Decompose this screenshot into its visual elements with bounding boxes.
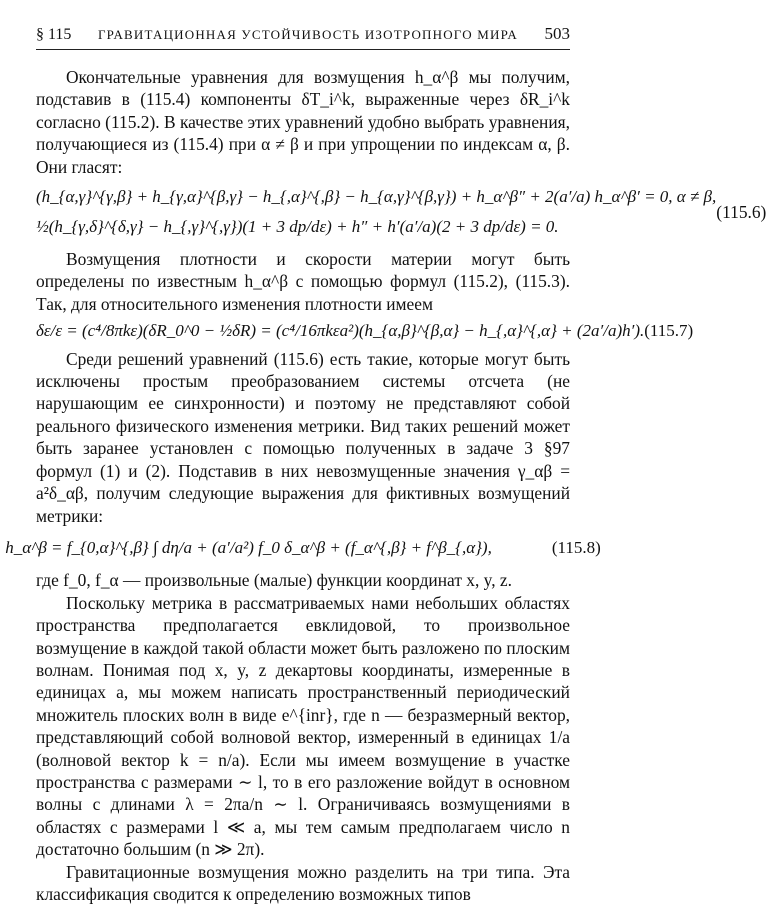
paragraph-2: Возмущения плотности и скорости материи могут быть определены по известным h_α^β с помощью формул (115.2), (115.3). Так, для относительного изменения плотности имеем: [36, 249, 570, 314]
equation-number-115-6: (115.6): [716, 201, 766, 222]
paragraph-4: где f_0, f_α — произвольные (малые) функции координат x, y, z.: [36, 570, 512, 591]
running-header: [36, 0, 570, 50]
paragraph-3: Среди решений уравнений (115.6) есть такие, которые могут быть исключены простым преобразованием системы отсчета (не нарушающим ее синхронности) и поэтому не представляют собой реального физического изменения метрики. Вид таких решений может быть заранее установлен с помощью полученных в задаче 3 §97 формул (1) и (2). Подставив в них невозмущенные значения γ_αβ = a²δ_αβ, получим следующие выражения для фиктивных возмущений метрики:: [36, 348, 570, 526]
running-title: ГРАВИТАЦИОННАЯ УСТОЙЧИВОСТЬ ИЗОТРОПНОГО МИРА: [97, 27, 518, 42]
equation-number-115-8: (115.8): [551, 537, 601, 557]
equation-115-7: [36, 320, 694, 342]
equation-115-8: [5, 537, 601, 559]
equation-115-8-body: h_α^β = f_{0,α}^{,β} ∫ dη/a + (a′/a²) f_0 δ_α^β + (f_α^{,β} + f^β_{,α}),: [5, 537, 492, 557]
equation-115-7-body: δε/ε = (c⁴/8πkε)(δR_0^0 − ½δR) = (c⁴/16πkεa²)(h_{α,β}^{β,α} − h_{,α}^{,α} + (2a′/a)h′).: [36, 321, 645, 341]
paragraph-5: Поскольку метрика в рассматриваемых нами небольших областях пространства предполагается евклидовой, то произвольное возмущение в каждой такой области может быть разложено по плоским волнам. Понимая под x, y, z декартовы координаты, измеренные в единицах a, мы можем написать пространственный периодический множитель плоских волн в виде e^{inr}, где n — безразмерный вектор, представляющий собой волновой вектор, измеренный в единицах 1/a (волновой вектор k = n/a). Если мы имеем возмущение в участке пространства с размерами ∼ l, то в его разложение войдут в основном волны с длинами λ = 2πa/n ∼ l. Ограничиваясь возмущениями в областях с размерами l ≪ a, мы тем самым предполагаем число n достаточно большим (n ≫ 2π).: [36, 592, 570, 860]
section-number: § 115: [36, 26, 72, 43]
equation-115-6-line-1: (h_{α,γ}^{γ,β} + h_{γ,α}^{β,γ} − h_{,α}^{,β} − h_{α,γ}^{β,γ}) + h_α^β″ + 2(a′/a) h_α^β′ = 0, α ≠ β,: [36, 187, 717, 207]
page-body: [5, 50, 766, 905]
equation-number-115-7: (115.7): [644, 321, 694, 341]
paragraph-6: Гравитационные возмущения можно разделить на три типа. Эта классификация сводится к определению возможных типов: [36, 861, 570, 904]
equation-115-6-line-2: ½(h_{γ,δ}^{δ,γ} − h_{,γ}^{,γ})(1 + 3 dp/dε) + h″ + h′(a′/a)(2 + 3 dp/dε) = 0.: [36, 217, 559, 237]
paragraph-1: Окончательные уравнения для возмущения h_α^β мы получим, подставив в (115.4) компоненты δT_i^k, выраженные через δR_i^k согласно (115.2). В качестве этих уравнений удобно выбрать уравнения, получающиеся из (115.4) при α ≠ β и при упрощении по индексам α, β. Они гласят:: [36, 67, 570, 177]
page-number: 503: [544, 24, 570, 43]
equation-115-6: [36, 182, 766, 242]
